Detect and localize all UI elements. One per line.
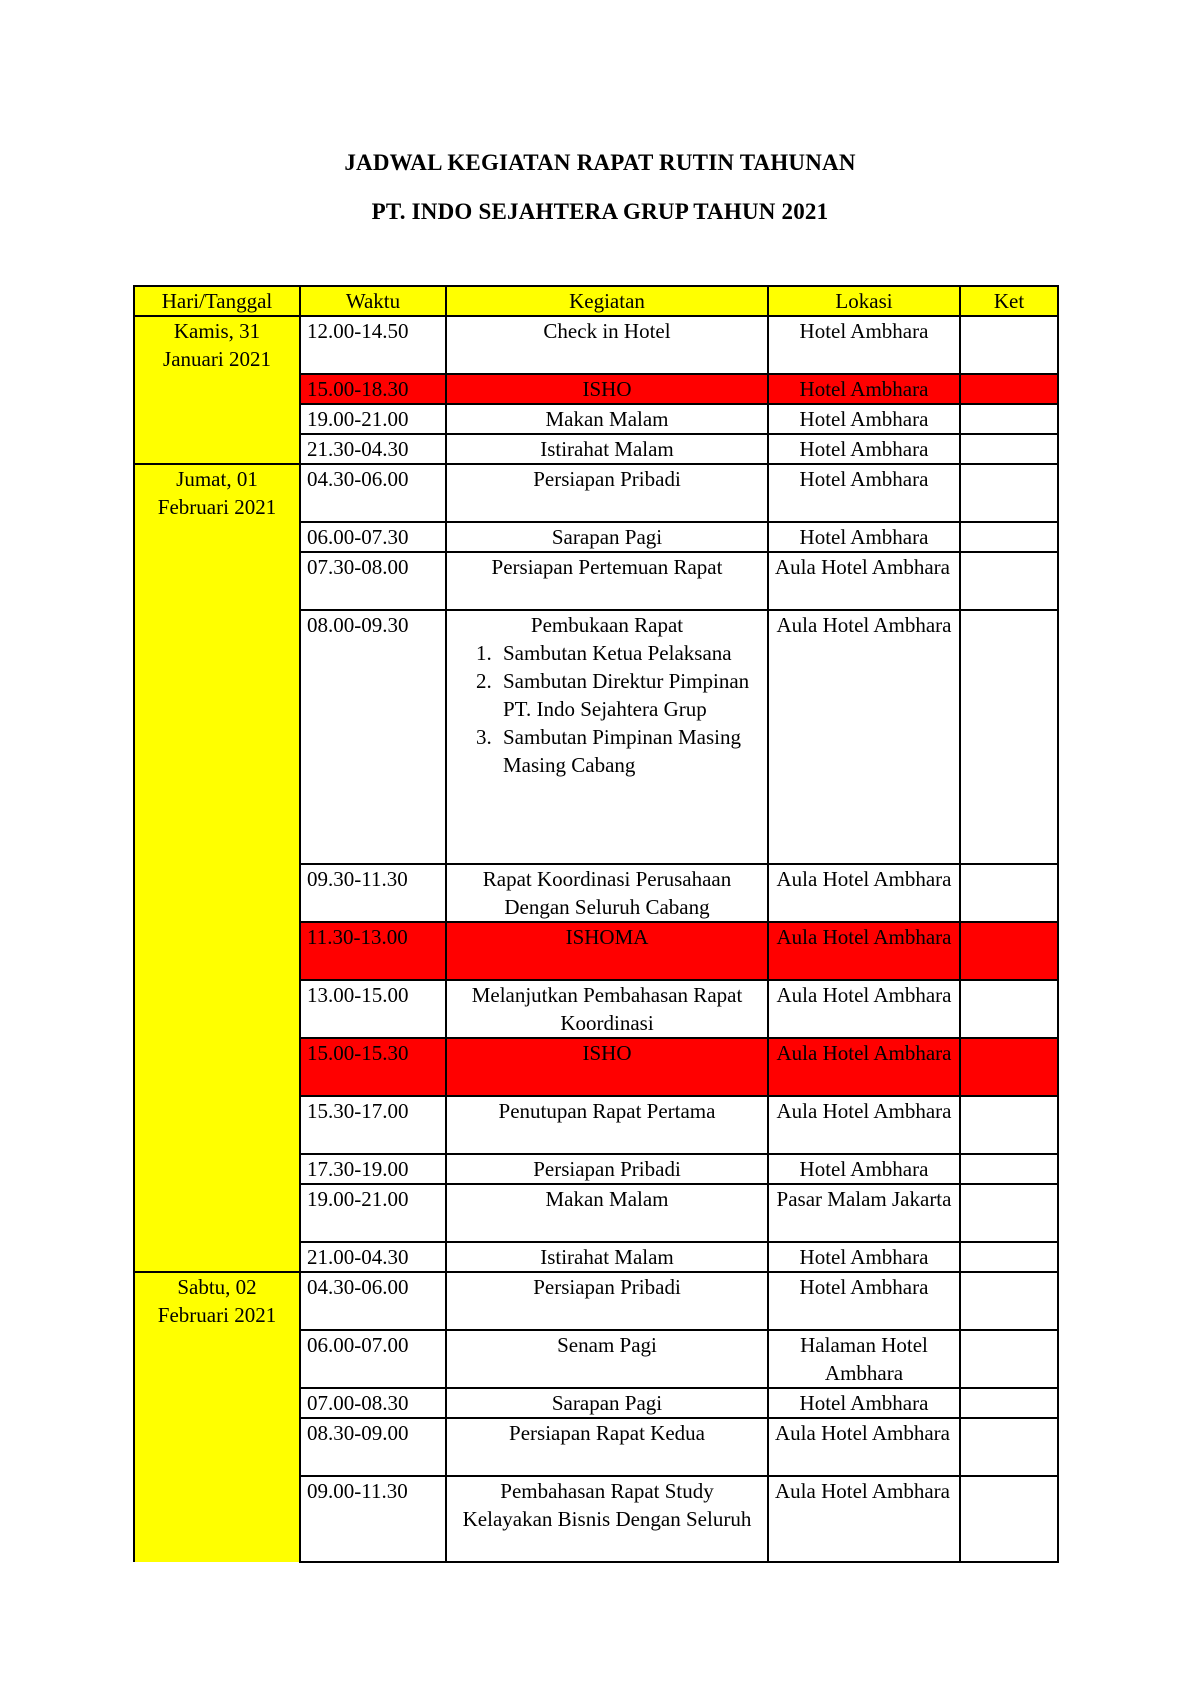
activity-cell xyxy=(446,1154,768,1184)
time-cell: 21.00-04.30 xyxy=(300,1242,446,1272)
activity-text: Rapat Koordinasi Perusahaan Dengan Seluruh Cabang xyxy=(482,867,732,919)
location-cell: Hotel Ambhara xyxy=(768,1272,960,1330)
ket-cell xyxy=(960,522,1058,552)
table-row xyxy=(134,316,1058,374)
time-cell: 04.30-06.00 xyxy=(300,464,446,522)
ket-cell xyxy=(960,980,1058,1038)
document-subtitle: PT. INDO SEJAHTERA GRUP TAHUN 2021 xyxy=(371,199,829,224)
time-cell: 09.30-11.30 xyxy=(300,864,446,922)
schedule-table xyxy=(133,285,1059,1563)
ket-cell xyxy=(960,464,1058,522)
activity-cell xyxy=(446,434,768,464)
activity-text: Pembukaan Rapat xyxy=(530,613,684,637)
ket-cell xyxy=(960,1476,1058,1562)
location-cell: Halaman Hotel Ambhara xyxy=(768,1330,960,1388)
location-cell: Aula Hotel Ambhara xyxy=(768,1476,960,1562)
time-cell: 12.00-14.50 xyxy=(300,316,446,374)
ket-cell xyxy=(960,434,1058,464)
location-cell: Pasar Malam Jakarta xyxy=(768,1184,960,1242)
location-cell: Hotel Ambhara xyxy=(768,522,960,552)
ket-cell xyxy=(960,552,1058,610)
location-cell: Aula Hotel Ambhara xyxy=(768,1038,960,1096)
activity-cell xyxy=(446,922,768,980)
activity-text: ISHO xyxy=(582,1041,632,1065)
time-cell: 08.00-09.30 xyxy=(300,610,446,864)
activity-cell xyxy=(446,864,768,922)
location-cell: Hotel Ambhara xyxy=(768,1154,960,1184)
location-cell: Aula Hotel Ambhara xyxy=(768,1418,960,1476)
activity-text: Persiapan Pribadi xyxy=(533,1157,681,1181)
ket-cell xyxy=(960,1038,1058,1096)
agenda-list-item: 1. Sambutan Ketua Pelaksana xyxy=(497,639,761,667)
ket-cell xyxy=(960,316,1058,374)
agenda-list-item: 3. Sambutan Pimpinan Masing Masing Cabang xyxy=(497,723,761,779)
ket-cell xyxy=(960,404,1058,434)
activity-text: ISHOMA xyxy=(565,925,649,949)
ket-cell xyxy=(960,1330,1058,1388)
activity-text: Pembahasan Rapat Study Kelayakan Bisnis Dengan Seluruh xyxy=(462,1479,752,1531)
activity-text: Melanjutkan Pembahasan Rapat Koordinasi xyxy=(471,983,743,1035)
activity-text: Persiapan Rapat Kedua xyxy=(509,1421,705,1445)
table-row xyxy=(134,464,1058,522)
location-cell: Aula Hotel Ambhara xyxy=(768,552,960,610)
time-cell: 08.30-09.00 xyxy=(300,1418,446,1476)
activity-cell xyxy=(446,1184,768,1242)
activity-cell xyxy=(446,404,768,434)
activity-cell xyxy=(446,1418,768,1476)
location-cell: Hotel Ambhara xyxy=(768,1388,960,1418)
activity-cell xyxy=(446,1388,768,1418)
ket-cell xyxy=(960,922,1058,980)
table-header-row xyxy=(134,286,1058,316)
activity-text: Sarapan Pagi xyxy=(551,1391,663,1415)
activity-cell xyxy=(446,552,768,610)
activity-cell xyxy=(446,1476,768,1562)
location-cell: Hotel Ambhara xyxy=(768,434,960,464)
ket-cell xyxy=(960,1242,1058,1272)
activity-cell xyxy=(446,1330,768,1388)
activity-text: Persiapan Pertemuan Rapat xyxy=(491,555,723,579)
time-cell: 15.00-15.30 xyxy=(300,1038,446,1096)
location-cell: Aula Hotel Ambhara xyxy=(768,610,960,864)
ket-cell xyxy=(960,610,1058,864)
time-cell: 17.30-19.00 xyxy=(300,1154,446,1184)
time-cell: 19.00-21.00 xyxy=(300,1184,446,1242)
time-cell: 06.00-07.30 xyxy=(300,522,446,552)
location-cell: Hotel Ambhara xyxy=(768,464,960,522)
time-cell: 07.00-08.30 xyxy=(300,1388,446,1418)
location-cell: Aula Hotel Ambhara xyxy=(768,864,960,922)
activity-cell xyxy=(446,522,768,552)
time-cell: 15.30-17.00 xyxy=(300,1096,446,1154)
time-cell: 04.30-06.00 xyxy=(300,1272,446,1330)
activity-cell xyxy=(446,1242,768,1272)
header-ket: Ket xyxy=(960,286,1058,316)
ket-cell xyxy=(960,1154,1058,1184)
activity-cell xyxy=(446,316,768,374)
activity-text: Istirahat Malam xyxy=(540,1245,674,1269)
ket-cell xyxy=(960,1388,1058,1418)
ket-cell xyxy=(960,1272,1058,1330)
header-kegiatan: Kegiatan xyxy=(446,286,768,316)
location-cell: Aula Hotel Ambhara xyxy=(768,980,960,1038)
time-cell: 21.30-04.30 xyxy=(300,434,446,464)
ket-cell xyxy=(960,374,1058,404)
activity-text: Penutupan Rapat Pertama xyxy=(498,1099,716,1123)
activity-cell xyxy=(446,1096,768,1154)
activity-cell xyxy=(446,464,768,522)
activity-text: ISHO xyxy=(582,377,632,401)
location-cell: Hotel Ambhara xyxy=(768,404,960,434)
location-cell: Hotel Ambhara xyxy=(768,1242,960,1272)
ket-cell xyxy=(960,1096,1058,1154)
ket-cell xyxy=(960,864,1058,922)
activity-cell xyxy=(446,980,768,1038)
location-cell: Aula Hotel Ambhara xyxy=(768,922,960,980)
location-cell: Hotel Ambhara xyxy=(768,374,960,404)
day-cell: Sabtu, 02 Februari 2021 xyxy=(134,1272,300,1562)
day-cell: Jumat, 01 Februari 2021 xyxy=(134,464,300,1272)
header-waktu: Waktu xyxy=(300,286,446,316)
ket-cell xyxy=(960,1418,1058,1476)
document-title: JADWAL KEGIATAN RAPAT RUTIN TAHUNAN xyxy=(344,150,856,175)
activity-text: Check in Hotel xyxy=(543,319,671,343)
activity-cell xyxy=(446,374,768,404)
header-lokasi: Lokasi xyxy=(768,286,960,316)
time-cell: 06.00-07.00 xyxy=(300,1330,446,1388)
time-cell: 09.00-11.30 xyxy=(300,1476,446,1562)
ket-cell xyxy=(960,1184,1058,1242)
time-cell: 07.30-08.00 xyxy=(300,552,446,610)
agenda-list xyxy=(453,639,761,779)
time-cell: 11.30-13.00 xyxy=(300,922,446,980)
activity-text: Persiapan Pribadi xyxy=(533,467,681,491)
activity-cell xyxy=(446,610,768,864)
time-cell: 19.00-21.00 xyxy=(300,404,446,434)
activity-cell xyxy=(446,1272,768,1330)
day-cell: Kamis, 31 Januari 2021 xyxy=(134,316,300,464)
table-row xyxy=(134,1272,1058,1330)
activity-text: Istirahat Malam xyxy=(540,437,674,461)
activity-cell xyxy=(446,1038,768,1096)
activity-text: Senam Pagi xyxy=(557,1333,657,1357)
location-cell: Hotel Ambhara xyxy=(768,316,960,374)
activity-text: Sarapan Pagi xyxy=(551,525,663,549)
activity-text: Persiapan Pribadi xyxy=(533,1275,681,1299)
schedule-body xyxy=(134,316,1058,1562)
location-cell: Aula Hotel Ambhara xyxy=(768,1096,960,1154)
activity-text: Makan Malam xyxy=(545,1187,669,1211)
agenda-list-item: 2. Sambutan Direktur Pimpinan PT. Indo Sejahtera Grup xyxy=(497,667,761,723)
activity-text: Makan Malam xyxy=(545,407,669,431)
header-hari-tanggal: Hari/Tanggal xyxy=(134,286,300,316)
time-cell: 15.00-18.30 xyxy=(300,374,446,404)
time-cell: 13.00-15.00 xyxy=(300,980,446,1038)
